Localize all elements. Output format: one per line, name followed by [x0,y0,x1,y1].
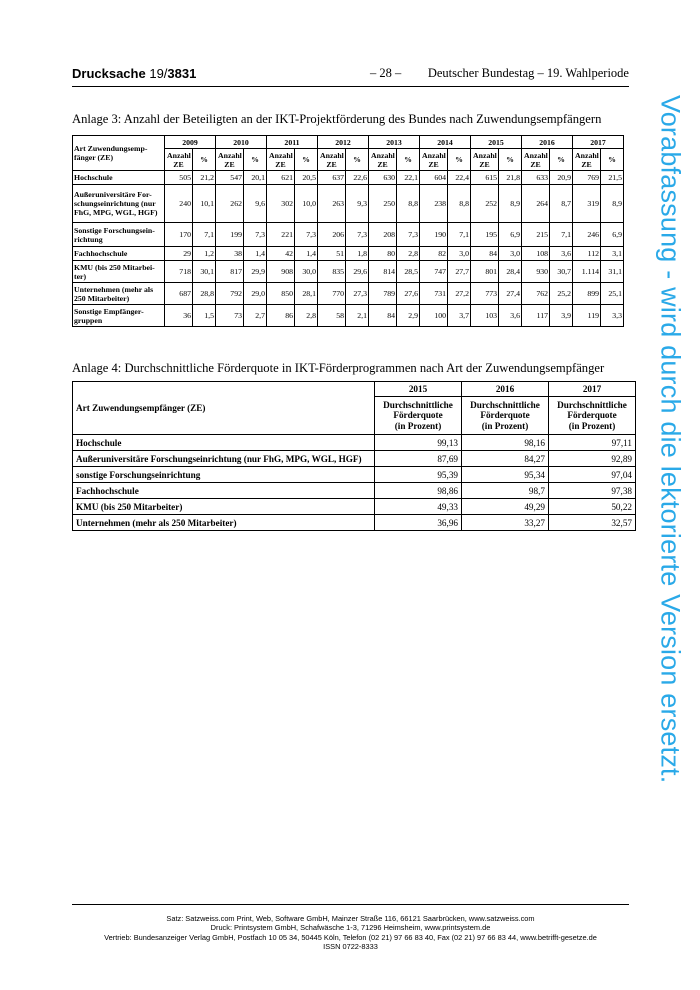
table-cell: 718 [165,261,193,283]
table-cell: 25,2 [550,283,573,305]
table-cell: 49,33 [375,499,462,515]
quota-header [549,397,636,435]
table-cell: 2,9 [397,305,420,327]
table-cell: 2,8 [295,305,318,327]
table-cell: 10,1 [193,185,216,223]
table-cell: 29,9 [244,261,267,283]
table-cell: 119 [573,305,601,327]
table-cell: 615 [471,171,499,185]
count-header: Anzahl ZE [369,149,397,171]
table-cell: 3,0 [448,247,471,261]
table-cell: 95,39 [375,467,462,483]
table-cell: 29 [165,247,193,261]
anlage4-table [72,381,636,531]
table-row [73,499,636,515]
table-row [73,283,624,305]
year-header: 2013 [369,136,420,149]
table-cell: 20,9 [550,171,573,185]
count-header: Anzahl ZE [420,149,448,171]
table-cell: 97,11 [549,435,636,451]
table-cell: 1,4 [244,247,267,261]
table-cell: 1,5 [193,305,216,327]
table-cell: 3,9 [550,305,573,327]
table-cell: 195 [471,223,499,247]
table-cell: 86 [267,305,295,327]
table-cell: 547 [216,171,244,185]
quota-header-line: Förderquote [567,410,617,421]
table-cell: 8,9 [601,185,624,223]
row-label: Außeruniversitäre For-schungseinrichtung (nur FhG, MPG, WGL, HGF) [73,185,165,223]
table-cell: 8,8 [448,185,471,223]
table-cell: 238 [420,185,448,223]
table-cell: 731 [420,283,448,305]
table-cell: 1,2 [193,247,216,261]
row-label: Unternehmen (mehr als 250 Mitarbeiter) [73,283,165,305]
row-label: Hochschule [73,171,165,185]
table-cell: 50,22 [549,499,636,515]
table-cell: 29,6 [346,261,369,283]
table-cell: 112 [573,247,601,261]
table-cell: 30,7 [550,261,573,283]
row-label: Sonstige Forschungsein-richtung [73,223,165,247]
table-cell: 84,27 [462,451,549,467]
table-cell: 3,6 [550,247,573,261]
draft-watermark [640,95,700,925]
table-cell: 97,04 [549,467,636,483]
row-label: KMU (bis 250 Mitarbei-ter) [73,261,165,283]
table-cell: 769 [573,171,601,185]
table-cell: 3,1 [601,247,624,261]
percent-header: % [244,149,267,171]
table-cell: 747 [420,261,448,283]
table-cell: 770 [318,283,346,305]
count-header: Anzahl ZE [267,149,295,171]
row-label: Sonstige Empfänger-gruppen [73,305,165,327]
table-cell: 319 [573,185,601,223]
table-cell: 29,0 [244,283,267,305]
percent-header: % [448,149,471,171]
count-header: Anzahl ZE [165,149,193,171]
footer-line: Vertrieb: Bundesanzeiger Verlag GmbH, Postfach 10 05 34, 50445 Köln, Telefon (02 21) 97 66 83 40, Fax (02 21) 97 66 83 44, www.betrifft-gesetze.de [104,932,597,942]
header-publisher: Deutscher Bundestag – 19. Wahlperiode [427,66,629,80]
table-cell: 633 [522,171,550,185]
footer-line: ISSN 0722-8333 [323,941,378,951]
table-cell: 80 [369,247,397,261]
table-cell: 252 [471,185,499,223]
percent-header: % [193,149,216,171]
table-cell: 302 [267,185,295,223]
table-cell: 20,1 [244,171,267,185]
table-cell: 630 [369,171,397,185]
percent-header: % [397,149,420,171]
table-cell: 2,1 [346,305,369,327]
table-cell: 773 [471,283,499,305]
row-label: Außeruniversitäre Forschungseinrichtung (nur FhG, MPG, WGL, HGF) [73,451,375,467]
year-header: 2015 [375,382,462,397]
table-cell: 84 [471,247,499,261]
table-cell: 604 [420,171,448,185]
table-cell: 8,9 [499,185,522,223]
table-row [73,451,636,467]
table-cell: 99,13 [375,435,462,451]
table-cell: 100 [420,305,448,327]
table-cell: 505 [165,171,193,185]
table-cell: 82 [420,247,448,261]
table-cell: 97,38 [549,483,636,499]
table-cell: 3,6 [499,305,522,327]
table-cell: 8,7 [550,185,573,223]
table-cell: 199 [216,223,244,247]
anlage4-row-header: Art Zuwendungsempfänger (ZE) [73,382,375,435]
header-rule [72,86,629,87]
table-cell: 108 [522,247,550,261]
count-header: Anzahl ZE [318,149,346,171]
year-header: 2012 [318,136,369,149]
table-cell: 2,7 [244,305,267,327]
table-cell: 36,96 [375,515,462,531]
page-number: – 28 – [370,66,402,80]
table-cell: 801 [471,261,499,283]
row-label: KMU (bis 250 Mitarbeiter) [73,499,375,515]
table-cell: 27,6 [397,283,420,305]
table-cell: 98,7 [462,483,549,499]
count-header: Anzahl ZE [522,149,550,171]
table-cell: 20,5 [295,171,318,185]
table-cell: 6,9 [499,223,522,247]
quota-header-line: Durchschnittliche [557,399,627,410]
table-cell: 789 [369,283,397,305]
footer-line: Druck: Printsystem GmbH, Schafwäsche 1-3, 71296 Heimsheim, www.printsystem.de [210,923,491,933]
table-cell: 215 [522,223,550,247]
doc-label: Drucksache [72,66,146,81]
percent-header: % [295,149,318,171]
row-label: Unternehmen (mehr als 250 Mitarbeiter) [73,515,375,531]
table-cell: 98,86 [375,483,462,499]
table-cell: 117 [522,305,550,327]
table-cell: 8,8 [397,185,420,223]
table-cell: 22,6 [346,171,369,185]
table-cell: 10,0 [295,185,318,223]
table-cell: 190 [420,223,448,247]
table-cell: 42 [267,247,295,261]
table-cell: 28,5 [397,261,420,283]
table-cell: 206 [318,223,346,247]
quota-header-line: Förderquote [480,410,530,421]
table-cell: 7,3 [346,223,369,247]
table-cell: 262 [216,185,244,223]
table-cell: 221 [267,223,295,247]
table-cell: 2,8 [397,247,420,261]
table-row [73,483,636,499]
year-header: 2011 [267,136,318,149]
percent-header: % [550,149,573,171]
table-cell: 30,0 [295,261,318,283]
table-cell: 27,4 [499,283,522,305]
year-header: 2016 [522,136,573,149]
row-label: Hochschule [73,435,375,451]
year-header: 2015 [471,136,522,149]
table-cell: 850 [267,283,295,305]
count-header: Anzahl ZE [573,149,601,171]
row-label: sonstige Forschungseinrichtung [73,467,375,483]
table-cell: 21,5 [601,171,624,185]
table-cell: 762 [522,283,550,305]
table-cell: 92,89 [549,451,636,467]
table-cell: 1,8 [346,247,369,261]
table-cell: 1.114 [573,261,601,283]
table-cell: 22,4 [448,171,471,185]
table-cell: 7,3 [244,223,267,247]
table-cell: 170 [165,223,193,247]
table-cell: 38 [216,247,244,261]
quota-header-line: (in Prozent) [568,420,616,431]
table-cell: 3,0 [499,247,522,261]
table-row [73,467,636,483]
table-cell: 687 [165,283,193,305]
count-header: Anzahl ZE [471,149,499,171]
table-cell: 103 [471,305,499,327]
anlage3-row-header: Art Zuwendungsemp-fänger (ZE) [73,136,165,171]
table-cell: 21,2 [193,171,216,185]
table-cell: 27,7 [448,261,471,283]
table-cell: 3,3 [601,305,624,327]
table-cell: 814 [369,261,397,283]
row-label: Fachhochschule [73,247,165,261]
table-cell: 240 [165,185,193,223]
year-header: 2017 [549,382,636,397]
watermark-text: Vorabfassung - wird durch die lektorierte Version ersetzt. [655,95,686,784]
table-cell: 58 [318,305,346,327]
table-row [73,223,624,247]
year-header: 2017 [573,136,624,149]
table-cell: 28,4 [499,261,522,283]
page-header [72,66,629,84]
table-cell: 792 [216,283,244,305]
table-row [73,435,636,451]
page-footer [72,914,629,951]
table-cell: 899 [573,283,601,305]
table-cell: 7,3 [397,223,420,247]
table-cell: 7,1 [448,223,471,247]
table-row [73,171,624,185]
table-cell: 25,1 [601,283,624,305]
table-cell: 27,2 [448,283,471,305]
footer-line: Satz: Satzweiss.com Print, Web, Software GmbH, Mainzer Straße 116, 66121 Saarbrücken, www.satzweiss.com [166,914,535,923]
table-cell: 908 [267,261,295,283]
table-cell: 246 [573,223,601,247]
table-row [73,515,636,531]
doc-period: 19/ [149,66,168,81]
table-cell: 7,1 [550,223,573,247]
table-cell: 51 [318,247,346,261]
year-header: 2014 [420,136,471,149]
document-number [72,66,196,81]
table-cell: 84 [369,305,397,327]
table-cell: 3,7 [448,305,471,327]
table-cell: 32,57 [549,515,636,531]
table-cell: 87,69 [375,451,462,467]
table-cell: 36 [165,305,193,327]
table-cell: 31,1 [601,261,624,283]
table-cell: 27,3 [346,283,369,305]
table-cell: 817 [216,261,244,283]
table-cell: 250 [369,185,397,223]
percent-header: % [499,149,522,171]
table-cell: 73 [216,305,244,327]
year-header: 2010 [216,136,267,149]
table-row [73,261,624,283]
table-cell: 930 [522,261,550,283]
doc-number: 3831 [167,66,197,81]
table-cell: 264 [522,185,550,223]
table-cell: 208 [369,223,397,247]
table-cell: 49,29 [462,499,549,515]
anlage3-table [72,135,624,327]
row-label: Fachhochschule [73,483,375,499]
year-header: 2016 [462,382,549,397]
footer-rule [72,904,629,905]
table-cell: 621 [267,171,295,185]
quota-header-line: (in Prozent) [481,420,529,431]
table-cell: 28,1 [295,283,318,305]
percent-header: % [601,149,624,171]
table-cell: 22,1 [397,171,420,185]
table-cell: 33,27 [462,515,549,531]
table-cell: 95,34 [462,467,549,483]
table-row [73,185,624,223]
table-cell: 263 [318,185,346,223]
anlage3-caption: Anlage 3: Anzahl der Beteiligten an der IKT-Projektförderung des Bundes nach Zuwendungsempfängern [72,112,602,126]
quota-header [375,397,462,435]
table-row [73,247,624,261]
quota-header-line: Förderquote [393,410,443,421]
count-header: Anzahl ZE [216,149,244,171]
quota-header-line: Durchschnittliche [470,399,540,410]
year-header: 2009 [165,136,216,149]
table-cell: 9,6 [244,185,267,223]
anlage4-caption: Anlage 4: Durchschnittliche Förderquote in IKT-Förderprogrammen nach Art der Zuwendungsempfänger [72,361,605,375]
table-cell: 7,3 [295,223,318,247]
quota-header-line: (in Prozent) [394,420,442,431]
table-cell: 98,16 [462,435,549,451]
table-cell: 637 [318,171,346,185]
quota-header-line: Durchschnittliche [383,399,453,410]
table-cell: 21,8 [499,171,522,185]
table-cell: 28,8 [193,283,216,305]
table-row [73,305,624,327]
table-cell: 6,9 [601,223,624,247]
table-cell: 1,4 [295,247,318,261]
table-cell: 9,3 [346,185,369,223]
table-cell: 7,1 [193,223,216,247]
percent-header: % [346,149,369,171]
quota-header [462,397,549,435]
table-cell: 835 [318,261,346,283]
table-cell: 30,1 [193,261,216,283]
